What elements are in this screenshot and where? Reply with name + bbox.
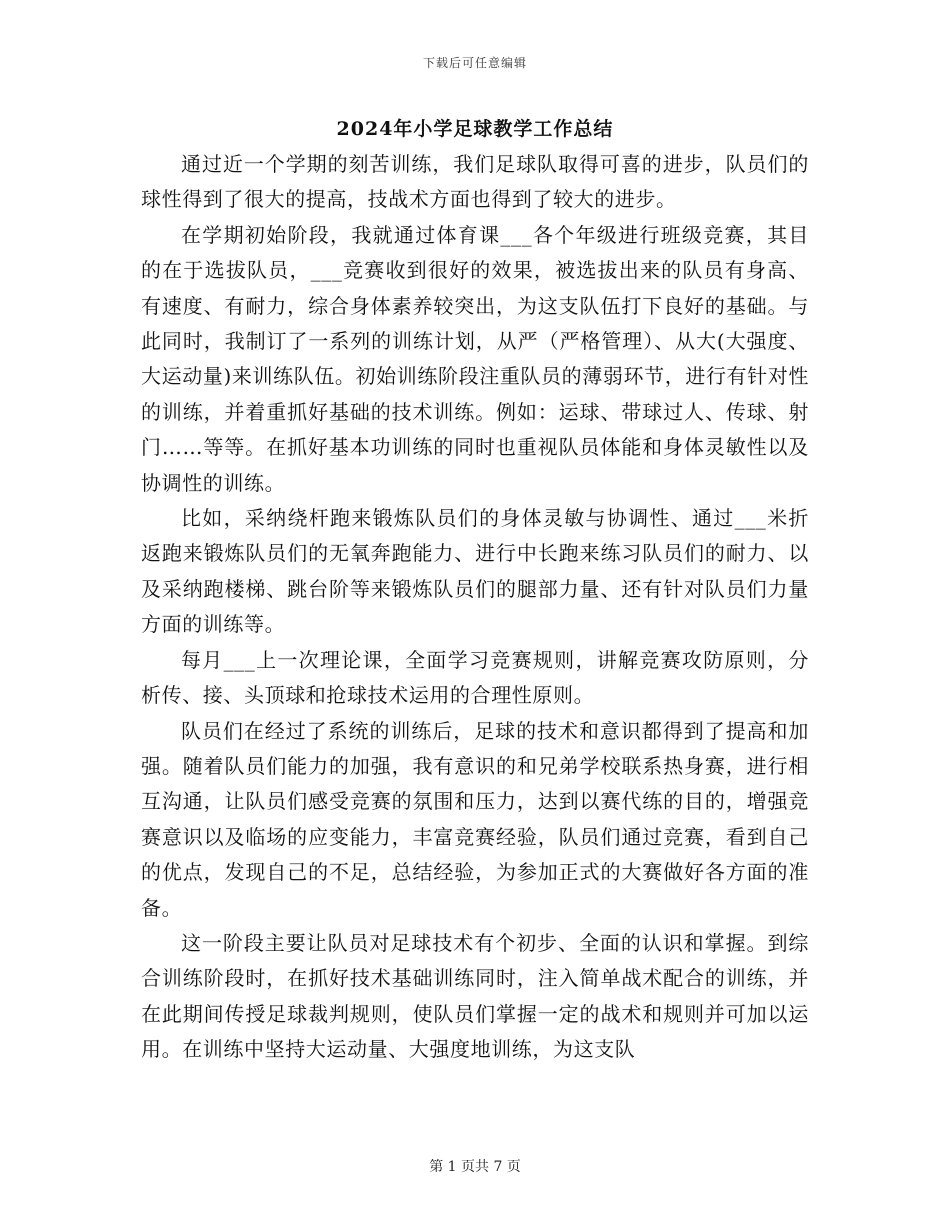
paragraph: 比如，采纳绕杆跑来锻炼队员们的身体灵敏与协调性、通过___米折返跑来锻炼队员们的无氧奔跑能力、进行中长跑来练习队员们的耐力、以及采纳跑楼梯、跳台阶等来锻炼队员们的腿部力量、还有针对队员们力量方面的训练等。 <box>141 506 809 637</box>
paragraph: 队员们在经过了系统的训练后，足球的技术和意识都得到了提高和加强。随着队员们能力的加强，我有意识的和兄弟学校联系热身赛，进行相互沟通，让队员们感受竞赛的氛围和压力，达到以赛代练的目的，增强竞赛意识以及临场的应变能力，丰富竞赛经验，队员们通过竞赛，看到自己的优点，发现自己的不足，总结经验，为参加正式的大赛做好各方面的准备。 <box>141 718 809 920</box>
document-title: 2024年小学足球教学工作总结 <box>336 118 614 140</box>
paragraph: 在学期初始阶段，我就通过体育课___各个年级进行班级竞赛，其目的在于选拔队员，___竞赛收到很好的效果，被选拔出来的队员有身高、有速度、有耐力，综合身体素养较突出，为这支队伍打下良好的基础。与此同时，我制订了一系列的训练计划，从严（严格管理）、从大(大强度、大运动量)来训练队伍。初始训练阶段注重队员的薄弱环节，进行有针对性的训练，并着重抓好基础的技术训练。例如：运球、带球过人、传球、射门……等等。在抓好基本功训练的同时也重视队员体能和身体灵敏性以及协调性的训练。 <box>141 222 809 495</box>
document-body <box>141 147 809 1068</box>
page-number: 第 1 页共 7 页 <box>429 1159 521 1175</box>
page-header-note: 下载后可任意编辑 <box>422 56 527 70</box>
paragraph: 通过近一个学期的刻苦训练，我们足球队取得可喜的进步，队员们的球性得到了很大的提高，技战术方面也得到了较大的进步。 <box>141 152 809 212</box>
paragraph: 每月___上一次理论课，全面学习竞赛规则，讲解竞赛攻防原则，分析传、接、头顶球和抢球技术运用的合理性原则。 <box>141 647 809 708</box>
paragraph: 这一阶段主要让队员对足球技术有个初步、全面的认识和掌握。到综合训练阶段时，在抓好技术基础训练同时，注入简单战术配合的训练，并在此期间传授足球裁判规则，使队员们掌握一定的战术和规则并可加以运用。在训练中坚持大运动量、大强度地训练，为这支队 <box>141 930 809 1062</box>
